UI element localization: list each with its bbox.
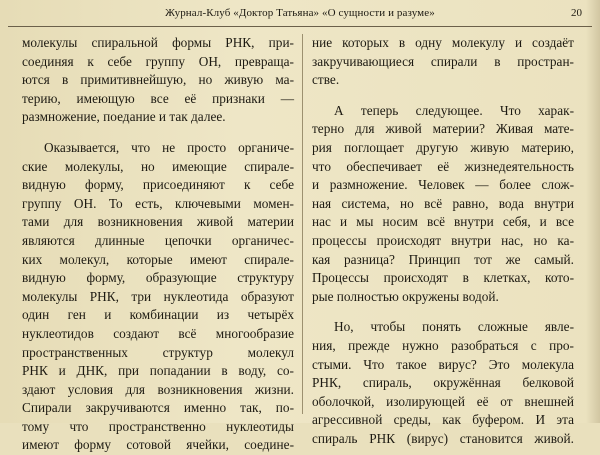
text-line: Спирали закручиваются именно так, по- — [22, 400, 294, 416]
text-line: тому что пространственно нуклеотиды — [22, 418, 294, 434]
text-line: кая разница? Принцип тот же самый. — [312, 251, 574, 267]
text-line: терию, имеющую все её признаки — — [22, 90, 294, 106]
text-line: рые полностью окружены водой. — [312, 288, 499, 304]
text-column-right — [312, 34, 574, 448]
paragraph-gap — [22, 127, 294, 139]
text-line: тами для возникновения живой материи — [22, 214, 294, 230]
text-line: терно для живой материи? Живая мате- — [312, 121, 574, 137]
text-line: ких молекул, которые имеют спирале- — [22, 251, 294, 267]
text-line: оболочкой, изолирующей её от внешней — [312, 393, 574, 409]
text-line: стыми. Что такое вирус? Это молекула — [312, 356, 574, 372]
text-line: РНК, спираль, окружённая белковой — [312, 375, 574, 391]
text-line: РНК и ДНК, при попадании в воду, со- — [22, 363, 294, 379]
text-line: закручивающиеся спирали в простран- — [312, 53, 574, 69]
text-line: ются в примитивнейшую, но живую ма- — [22, 72, 294, 88]
text-line: молекулы спиральной формы РНК, при- — [22, 35, 294, 50]
text-line: что обеспечивает её жизнедеятельность — [312, 158, 574, 174]
text-line: Но, чтобы понять сложные явле- — [334, 319, 574, 335]
text-line: агрессивной среды, как буфером. И эта — [312, 412, 574, 428]
page-number: 20 — [571, 7, 582, 19]
text-line: ские молекулы, но имеющие спирале- — [22, 158, 294, 174]
text-line: один ген и комбинации из четырёх — [22, 307, 294, 323]
text-line: и размножение. Человек — более слож- — [312, 177, 574, 193]
column-divider — [302, 34, 303, 414]
text-line: группу ОН. То есть, ключевыми момен- — [22, 195, 294, 211]
text-line: соединяя к себе группу ОН, превраща- — [22, 53, 294, 69]
text-line: стве. — [312, 72, 340, 88]
text-line: видную форму, образующие структуру — [22, 270, 294, 286]
text-line: процессы происходят внутри нас, но ка- — [312, 232, 574, 248]
text-line: рия поглощает другую живую материю, — [312, 139, 574, 155]
text-line: пространственных структур молекул — [22, 344, 294, 360]
text-line: являются длинные цепочки органичес- — [22, 232, 294, 248]
running-title: Журнал-Клуб «Доктор Татьяна» «О сущности и разуме» — [165, 7, 435, 19]
text-column-left — [22, 34, 294, 455]
text-line: молекулы РНК, три нуклеотида образуют — [22, 288, 294, 304]
page-header — [0, 4, 600, 24]
paragraph-gap — [312, 90, 574, 102]
paragraph-gap — [312, 306, 574, 318]
text-line: А теперь следующее. Что харак- — [334, 102, 574, 118]
text-line: нуклеотидов создают всё многообразие — [22, 325, 294, 341]
page-edge-shadow — [586, 0, 600, 423]
text-line: ние которых в одну молекулу и создаёт — [312, 35, 574, 50]
text-line: Оказывается, что не просто органиче- — [44, 139, 294, 155]
header-rule — [8, 26, 592, 27]
text-line: размножение, поедание и так далее. — [22, 109, 226, 125]
text-line: здают условия для возникновения жизни. — [22, 381, 294, 397]
text-line: нас и мы носим всё внутри себя, и все — [312, 214, 574, 230]
text-line: имеют форму сотовой ячейки, соедине- — [22, 437, 294, 453]
text-line: ния, прежде нужно разобраться с про- — [312, 337, 574, 353]
text-line: ная система, но всё равно, вода внутри — [312, 195, 574, 211]
text-line: спираль РНК (вирус) становится живой. — [312, 430, 574, 446]
text-line: Процессы происходят в клетках, кото- — [312, 270, 574, 286]
text-line: видную форму, присоединяют к себе — [22, 177, 294, 193]
